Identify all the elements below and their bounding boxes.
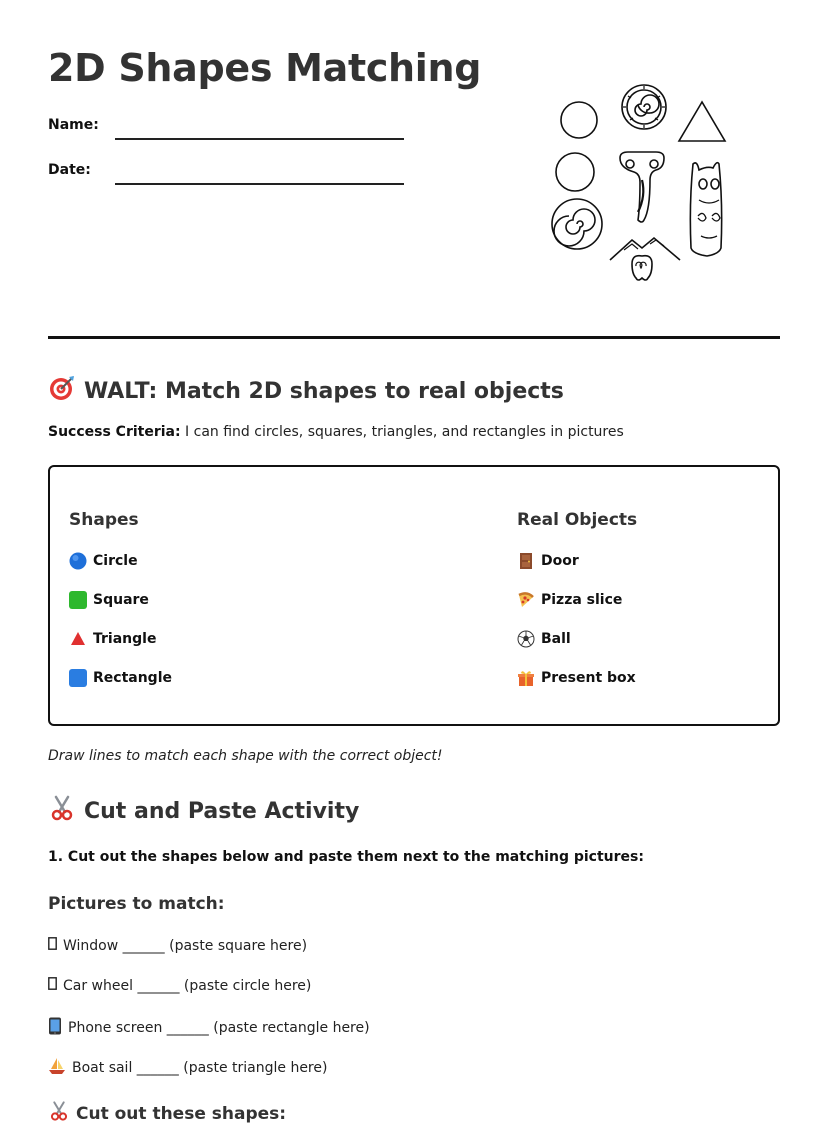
gift-icon — [517, 669, 535, 687]
pictures-heading: Pictures to match: — [48, 894, 225, 914]
cut-shapes-heading-text: Cut out these shapes: — [76, 1103, 287, 1124]
phone-icon — [48, 1017, 62, 1039]
red-triangle-icon — [69, 630, 87, 648]
sailboat-icon — [48, 1057, 66, 1079]
shape-label: Triangle — [93, 631, 157, 647]
object-item-pizza[interactable] — [517, 591, 622, 609]
object-item-door[interactable] — [517, 552, 579, 570]
shapes-column-title: Shapes — [69, 510, 139, 530]
date-field[interactable] — [115, 183, 404, 185]
picture-item-car-wheel — [48, 977, 311, 994]
page-title: 2D Shapes Matching — [48, 46, 482, 90]
object-label: Ball — [541, 631, 571, 647]
tiki-pole-icon — [690, 163, 721, 256]
door-icon — [517, 552, 535, 570]
picture-item-text: Boat sail ______ (paste triangle here) — [72, 1060, 328, 1076]
shape-item-circle[interactable] — [69, 552, 138, 570]
shapes-artwork — [548, 80, 738, 290]
picture-item-window — [48, 937, 307, 954]
section-divider — [48, 336, 780, 339]
object-label: Door — [541, 553, 579, 569]
missing-glyph-icon — [48, 937, 57, 954]
picture-item-text: Phone screen ______ (paste rectangle here) — [68, 1020, 370, 1036]
shape-item-square[interactable] — [69, 591, 149, 609]
picture-item-boat-sail — [48, 1057, 327, 1079]
object-item-present[interactable] — [517, 669, 636, 687]
cut-paste-step-1: 1. Cut out the shapes below and paste them next to the matching pictures: — [48, 849, 644, 865]
soccer-ball-icon — [517, 630, 535, 648]
object-label: Present box — [541, 670, 636, 686]
picture-item-text: Window ______ (paste square here) — [63, 937, 308, 954]
blue-circle-icon — [69, 552, 87, 570]
shape-item-rectangle[interactable] — [69, 669, 172, 687]
shape-label: Square — [93, 592, 149, 608]
date-label: Date: — [48, 162, 91, 178]
scissors-icon — [48, 1100, 70, 1127]
missing-glyph-icon — [48, 977, 57, 994]
pizza-icon — [517, 591, 535, 609]
green-square-icon — [69, 591, 87, 609]
shape-label: Rectangle — [93, 670, 172, 686]
mountain-face-icon — [610, 238, 680, 280]
object-item-ball[interactable] — [517, 630, 571, 648]
picture-item-text: Car wheel ______ (paste circle here) — [63, 977, 312, 994]
shape-label: Circle — [93, 553, 138, 569]
objects-column-title: Real Objects — [517, 510, 638, 530]
spiral-circle-icon — [552, 199, 602, 249]
carving-figure-icon — [620, 152, 664, 222]
circle-outline-icon — [556, 153, 594, 191]
walt-heading-text: WALT: Match 2D shapes to real objects — [84, 378, 564, 404]
scissors-icon — [48, 794, 76, 828]
matching-instruction: Draw lines to match each shape with the correct object! — [48, 748, 443, 764]
name-field[interactable] — [115, 138, 404, 140]
shape-item-triangle[interactable] — [69, 630, 156, 648]
walt-heading — [48, 374, 564, 408]
picture-item-phone-screen — [48, 1017, 370, 1039]
name-label: Name: — [48, 117, 99, 133]
cut-paste-heading-text: Cut and Paste Activity — [84, 798, 360, 824]
cut-paste-heading — [48, 794, 359, 828]
success-criteria — [48, 424, 624, 440]
triangle-outline-icon — [679, 102, 725, 141]
circle-outline-icon — [561, 102, 597, 138]
success-criteria-text: I can find circles, squares, triangles, and rectangles in pictures — [180, 424, 624, 440]
blue-square-icon — [69, 669, 87, 687]
koru-disc-icon — [622, 85, 666, 129]
object-label: Pizza slice — [541, 592, 623, 608]
cut-shapes-heading — [48, 1100, 286, 1127]
success-criteria-label: Success Criteria: — [48, 424, 181, 440]
target-icon — [48, 374, 76, 408]
